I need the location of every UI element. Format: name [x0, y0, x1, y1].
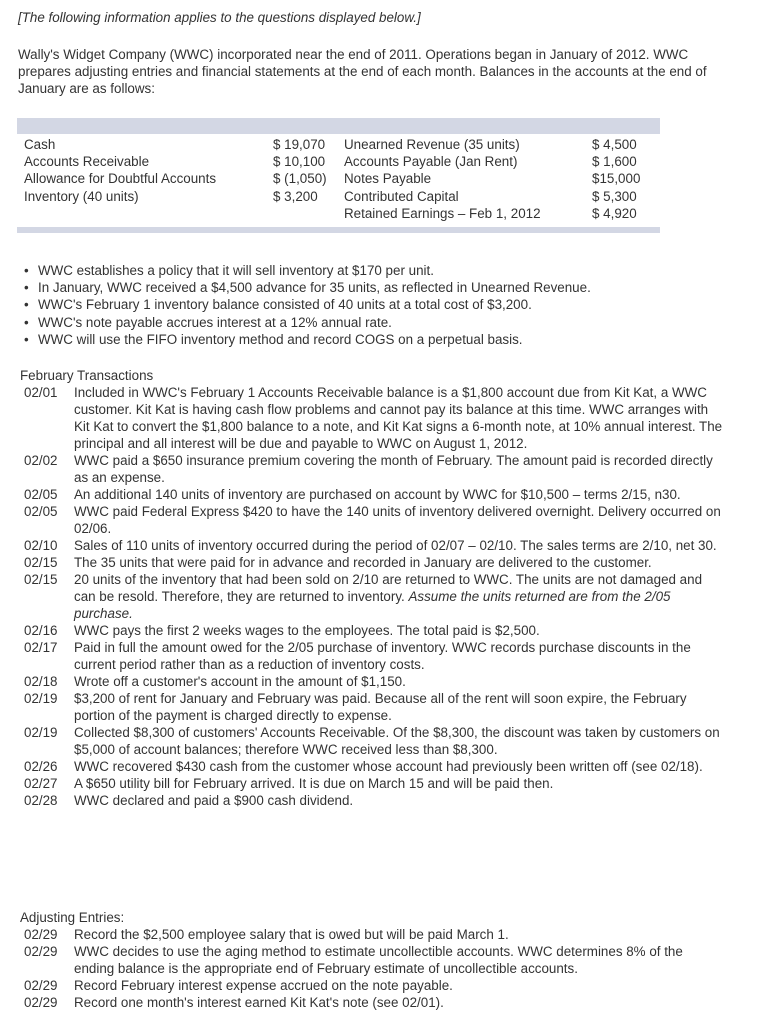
transaction-date: 02/17	[24, 640, 58, 655]
account-amount: $ 3,200	[273, 188, 318, 204]
policy-bullets	[24, 262, 734, 348]
transaction-row	[24, 758, 724, 775]
transaction-row	[24, 690, 724, 724]
bullet-item: • WWC will use the FIFO inventory method and record COGS on a perpetual basis.	[24, 331, 734, 348]
transaction-text	[74, 943, 724, 977]
transaction-row	[24, 452, 724, 486]
transaction-description: 20 units of the inventory that had been sold on 2/10 are returned to WWC. The units are not damaged and can be resold. Therefore, they are returned to inventory.	[74, 572, 703, 604]
transaction-description: Record the $2,500 employee salary that is owed but will be paid March 1.	[74, 927, 509, 942]
transaction-description: WWC paid Federal Express $420 to have the 140 units of inventory delivered overnight. Delivery occurred on 02/06.	[74, 504, 721, 536]
february-transactions	[24, 384, 724, 809]
transaction-date: 02/19	[24, 691, 58, 706]
transaction-row	[24, 384, 724, 452]
transaction-description: WWC recovered $430 cash from the customer whose account had previously been written off (see 02/18).	[74, 759, 703, 774]
bullet-item: • WWC's February 1 inventory balance consisted of 40 units at a total cost of $3,200.	[24, 296, 734, 313]
transaction-date: 02/29	[24, 944, 58, 959]
transaction-row	[24, 977, 724, 994]
transaction-row	[24, 673, 724, 690]
account-amount: $ 5,300	[592, 188, 637, 204]
transaction-text	[74, 758, 724, 775]
transaction-text	[74, 486, 724, 503]
account-amount: $15,000	[592, 171, 641, 187]
transaction-row	[24, 537, 724, 554]
balances-right-amounts	[592, 136, 640, 222]
bullet-item: • WWC's note payable accrues interest at a 12% annual rate.	[24, 314, 734, 331]
account-name: Retained Earnings – Feb 1, 2012	[344, 205, 541, 221]
transaction-date: 02/05	[24, 504, 58, 519]
transaction-date: 02/18	[24, 674, 58, 689]
transaction-description: Record one month's interest earned Kit Kat's note (see 02/01).	[74, 995, 444, 1010]
account-amount: $ 4,500	[592, 137, 637, 152]
transaction-assumption: Assume the units returned are from the 2/05 purchase.	[74, 589, 671, 621]
transaction-row	[24, 926, 724, 943]
transaction-description: $3,200 of rent for January and February was paid. Because all of the rent will soon expire, the February portion of the payment is charged directly to expense.	[74, 691, 687, 723]
transaction-text	[74, 977, 724, 994]
account-name: Allowance for Doubtful Accounts	[24, 171, 217, 187]
account-amount: $ 10,100	[273, 154, 326, 170]
transaction-description: WWC pays the first 2 weeks wages to the employees. The total paid is $2,500.	[74, 623, 540, 638]
transaction-row	[24, 503, 724, 537]
transaction-text	[74, 690, 724, 724]
transaction-date: 02/29	[24, 978, 58, 993]
account-name: Inventory (40 units)	[24, 188, 139, 204]
transaction-row	[24, 994, 724, 1011]
transaction-date: 02/05	[24, 487, 58, 502]
transaction-description: WWC declared and paid a $900 cash dividend.	[74, 793, 354, 808]
transaction-date: 02/15	[24, 555, 58, 570]
transaction-date: 02/02	[24, 453, 58, 468]
intro-note: [The following information applies to the questions displayed below.]	[18, 10, 421, 25]
balances-header-band	[17, 118, 660, 134]
transaction-row	[24, 639, 724, 673]
adjusting-entries	[24, 926, 724, 1011]
account-name: Cash	[24, 137, 56, 152]
transaction-text	[74, 926, 724, 943]
transaction-date: 02/28	[24, 793, 58, 808]
intro-paragraph: Wally's Widget Company (WWC) incorporated near the end of 2011. Operations began in January of 2012. WWC prepares adjusting entries and financial statements at the end of each month. Balances in the accounts at the end of January are as follows:	[18, 47, 707, 96]
account-amount: $ 19,070	[273, 137, 326, 152]
transaction-description: An additional 140 units of inventory are purchased on account by WWC for $10,500 – terms 2/15, n30.	[74, 487, 681, 502]
balances-right-accounts	[344, 136, 541, 222]
transaction-row	[24, 571, 724, 622]
transaction-date: 02/29	[24, 927, 58, 942]
transaction-text	[74, 994, 724, 1011]
transaction-description: WWC paid a $650 insurance premium covering the month of February. The amount paid is recorded directly as an expense.	[74, 453, 713, 485]
transaction-text	[74, 554, 724, 571]
account-name: Accounts Payable (Jan Rent)	[344, 154, 518, 170]
transaction-text	[74, 775, 724, 792]
transaction-date: 02/10	[24, 538, 58, 553]
bullet-item: • In January, WWC received a $4,500 advance for 35 units, as reflected in Unearned Revenue.	[24, 279, 734, 296]
account-name: Unearned Revenue (35 units)	[344, 137, 520, 152]
transaction-description: WWC decides to use the aging method to estimate uncollectible accounts. WWC determines 8% of the ending balance is the appropriate end of February estimate of uncollectible accounts.	[74, 944, 683, 976]
transaction-text	[74, 724, 724, 758]
transaction-row	[24, 775, 724, 792]
adjusting-title: Adjusting Entries:	[20, 910, 125, 925]
transaction-text	[74, 452, 724, 486]
transaction-description: Wrote off a customer's account in the amount of $1,150.	[74, 674, 406, 689]
transaction-date: 02/26	[24, 759, 58, 774]
transaction-description: A $650 utility bill for February arrived. It is due on March 15 and will be paid then.	[74, 776, 554, 791]
transaction-text	[74, 639, 724, 673]
february-title: February Transactions	[20, 368, 154, 383]
transaction-date: 02/16	[24, 623, 58, 638]
account-name: Accounts Receivable	[24, 154, 150, 170]
transaction-row	[24, 554, 724, 571]
transaction-date: 02/15	[24, 572, 58, 587]
transaction-description: Paid in full the amount owed for the 2/05 purchase of inventory. WWC records purchase discounts in the current period rather than as a reduction of inventory costs.	[74, 640, 691, 672]
account-amount: $ 4,920	[592, 205, 637, 221]
transaction-text	[74, 622, 724, 639]
transaction-text	[74, 792, 724, 809]
transaction-text	[74, 503, 724, 537]
transaction-row	[24, 486, 724, 503]
transaction-row	[24, 622, 724, 639]
transaction-text	[74, 673, 724, 690]
account-name: Contributed Capital	[344, 188, 459, 204]
transaction-description: Included in WWC's February 1 Accounts Receivable balance is a $1,800 account due from Kit Kat, a WWC customer. Kit Kat is having cash flow problems and cannot pay its balance at this time. WWC arranges with Kit Kat to convert the $1,800 balance to a note, and Kit Kat signs a 6-month note, at 10% annual interest. The principal and all interest will be due and payable to WWC on August 1, 2012.	[74, 385, 723, 451]
account-amount: $ (1,050)	[273, 171, 327, 187]
transaction-description: Sales of 110 units of inventory occurred during the period of 02/07 – 02/10. The sales terms are 2/10, net 30.	[74, 538, 717, 553]
transaction-row	[24, 792, 724, 809]
balances-left-accounts	[24, 136, 216, 205]
account-amount: $ 1,600	[592, 154, 637, 170]
transaction-description: Collected $8,300 of customers' Accounts Receivable. Of the $8,300, the discount was taken by customers on $5,000 of account balances; therefore WWC received less than $8,300.	[74, 725, 720, 757]
transaction-row	[24, 724, 724, 758]
transaction-row	[24, 943, 724, 977]
transaction-description: Record February interest expense accrued on the note payable.	[74, 978, 453, 993]
transaction-text	[74, 384, 724, 452]
transaction-description: The 35 units that were paid for in advance and recorded in January are delivered to the customer.	[74, 555, 652, 570]
transaction-date: 02/19	[24, 725, 58, 740]
transaction-date: 02/29	[24, 995, 58, 1010]
bullet-item: • WWC establishes a policy that it will sell inventory at $170 per unit.	[24, 262, 734, 279]
balances-left-amounts	[273, 136, 327, 205]
transaction-text	[74, 537, 724, 554]
transaction-date: 02/27	[24, 776, 58, 791]
account-name: Notes Payable	[344, 171, 432, 187]
transaction-date: 02/01	[24, 385, 58, 400]
transaction-text	[74, 571, 724, 622]
balances-footer-band	[17, 227, 660, 233]
